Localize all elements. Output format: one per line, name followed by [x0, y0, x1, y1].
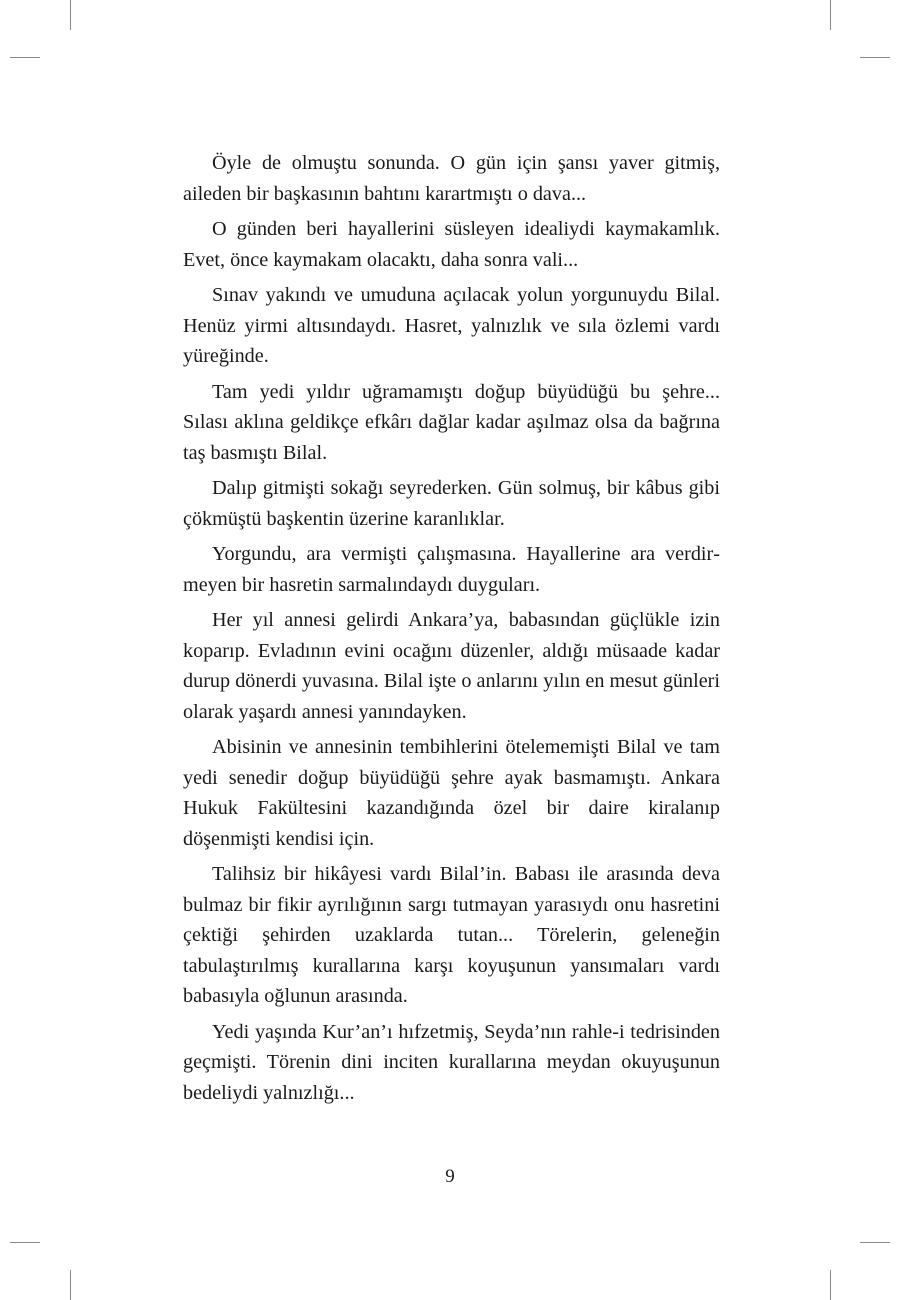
paragraph: Abisinin ve annesinin tembihlerini ötelememişti Bilal ve tam yedi senedir doğup büyüdüğü şehre ayak basmamıştı. Ankara Hukuk Fakültesini kazandığında özel bir daire kiralanıp döşenmişti kendisi için.: [183, 736, 720, 850]
crop-mark-bottom-left: [70, 1270, 71, 1300]
paragraph: Öyle de olmuştu sonunda. O gün için şansı yaver gitmiş, aileden bir başkasının bahtını karartmıştı o dava...: [183, 152, 720, 205]
paragraph: Yorgundu, ara vermişti çalışmasına. Hayallerine ara verdirmeyen bir hasretin sarmalındaydı duyguları.: [183, 543, 720, 596]
crop-mark-top-right: [830, 0, 831, 30]
paragraph: Her yıl annesi gelirdi Ankara’ya, babasından güçlükle izin koparıp. Evladının evini ocağını düzenler, aldığı müsaade kadar durup dönerdi yuvasına. Bilal işte o anlarını yılın en mesut günleri olarak yaşardı annesi yanındayken.: [183, 609, 720, 723]
crop-mark-left-top: [10, 57, 40, 58]
paragraph: Dalıp gitmişti sokağı seyrederken. Gün solmuş, bir kâbus gibi çökmüştü başkentin üzerine karanlıklar.: [183, 477, 720, 530]
crop-mark-bottom-right: [830, 1270, 831, 1300]
crop-mark-right-top: [860, 57, 890, 58]
paragraph: Yedi yaşında Kur’an’ı hıfzetmiş, Seyda’nın rahle-i tedrisinden geçmişti. Törenin dini inciten kurallarına meydan okuyuşunun bedeliydi yalnızlığı...: [183, 1020, 720, 1104]
crop-mark-right-bottom: [860, 1242, 890, 1243]
paragraph: Tam yedi yıldır uğramamıştı doğup büyüdüğü bu şehre... Sılası aklına geldikçe efkârı dağlar kadar aşılmaz olsa da bağrına taş basmıştı Bilal.: [183, 380, 720, 464]
page-number: 9: [445, 1166, 455, 1187]
body-text: [183, 148, 720, 1113]
paragraph: Talihsiz bir hikâyesi vardı Bilal’in. Babası ile arasında deva bulmaz bir fikir ayrılığının sargı tutmayan yarasıydı onu hasretini çektiği şehirden uzaklarda tutan... Törelerin, geleneğin tabulaştırılmış kurallarına karşı koyuşunun yansımaları vardı babasıyla oğlunun arasında.: [183, 863, 720, 1007]
paragraph: O günden beri hayallerini süsleyen idealiydi kaymakamlık. Evet, önce kaymakam olacaktı, daha sonra vali...: [183, 218, 720, 271]
crop-mark-top-left: [70, 0, 71, 30]
paragraph: Sınav yakındı ve umuduna açılacak yolun yorgunuydu Bilal. Henüz yirmi altısındaydı. Hasret, yalnızlık ve sıla özlemi vardı yüreğinde.: [183, 284, 720, 367]
crop-mark-left-bottom: [10, 1242, 40, 1243]
